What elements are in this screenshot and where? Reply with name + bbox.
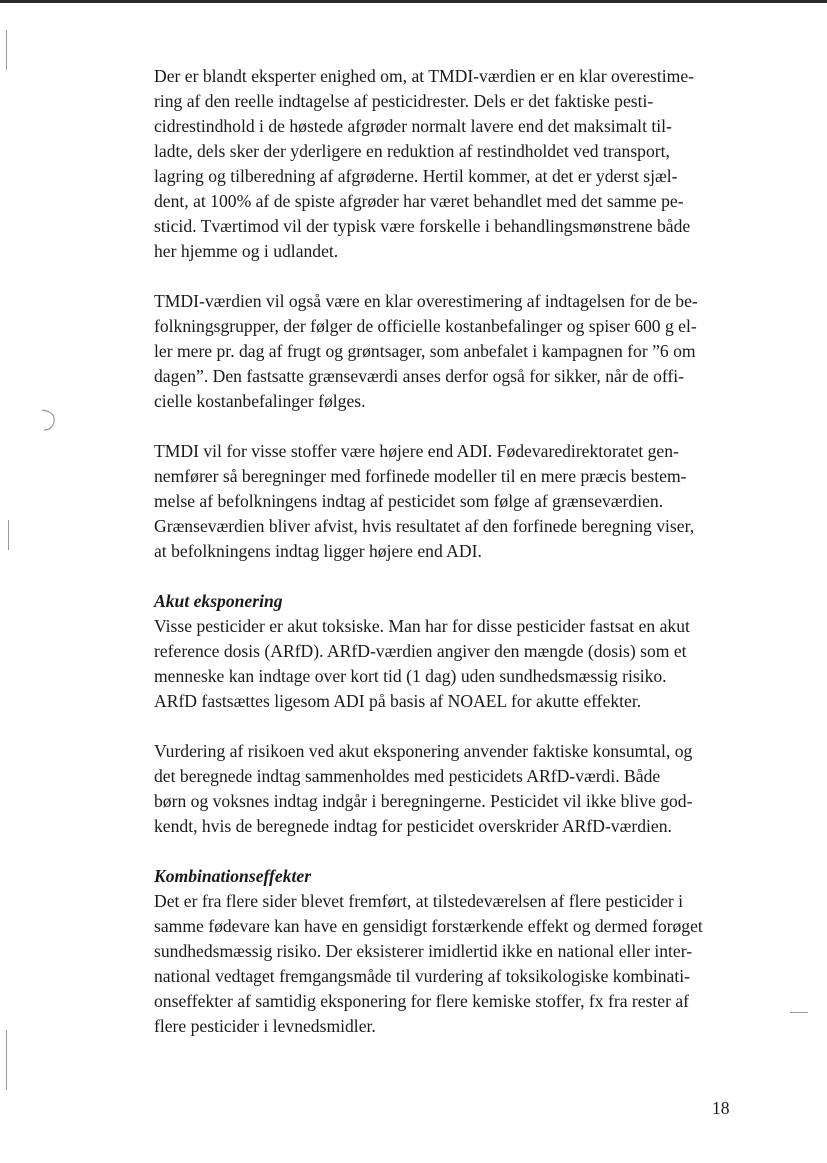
section-heading-combination-effects: Kombinationseffekter (154, 866, 312, 886)
text-line: reference dosis (ARfD). ARfD-værdien angiver den mængde (dosis) som et (154, 641, 687, 661)
section-heading-acute-exposure: Akut eksponering (154, 591, 283, 611)
paragraph-spacer (154, 839, 739, 864)
text-line: Vurdering af risikoen ved akut eksponering anvender faktiske konsumtal, og (154, 741, 693, 761)
text-line: national vedtaget fremgangsmåde til vurdering af toksikologiske kombinati- (154, 966, 690, 986)
text-line: lagring og tilberedning af afgrøderne. Hertil kommer, at det er yderst sjæl- (154, 166, 678, 186)
text-line: cidrestindhold i de høstede afgrøder normalt lavere end det maksimalt til- (154, 116, 672, 136)
scan-left-edge-mark (8, 520, 9, 550)
text-line: folkningsgrupper, der følger de officielle kostanbefalinger og spiser 600 g el- (154, 316, 697, 336)
text-line: menneske kan indtage over kort tid (1 dag) uden sundhedsmæssig risiko. (154, 666, 667, 686)
text-line: ring af den reelle indtagelse af pesticidrester. Dels er det faktiske pesti- (154, 91, 654, 111)
document-page (154, 64, 739, 1039)
text-line: TMDI-værdien vil også være en klar overestimering af indtagelsen for de be- (154, 291, 698, 311)
paragraph-acute-toxic (154, 614, 739, 714)
text-line: Grænseværdien bliver afvist, hvis resultatet af den forfinede beregning viser, (154, 516, 695, 536)
text-line: ARfD fastsættes ligesom ADI på basis af NOAEL for akutte effekter. (154, 691, 642, 711)
text-line: Der er blandt eksperter enighed om, at TMDI-værdien er en klar overestime- (154, 66, 694, 86)
text-line: melse af befolkningens indtag af pesticidet som følge af grænseværdien. (154, 491, 664, 511)
text-line: ladte, dels sker der yderligere en reduktion af restindholdet ved transport, (154, 141, 670, 161)
text-line: samme fødevare kan have en gensidigt forstærkende effekt og dermed forøget (154, 916, 703, 936)
text-line: Visse pesticider er akut toksiske. Man har for disse pesticider fastsat en akut (154, 616, 690, 636)
text-line: sticid. Tværtimod vil der typisk være forskelle i behandlingsmønstrene både (154, 216, 691, 236)
scan-left-edge-mark (6, 30, 7, 70)
paragraph-acute-risk-assessment (154, 739, 739, 839)
paragraph-spacer (154, 414, 739, 439)
paragraph-spacer (154, 264, 739, 289)
text-line: ler mere pr. dag af frugt og grøntsager, som anbefalet i kampagnen for ”6 om (154, 341, 696, 361)
text-line: TMDI vil for visse stoffer være højere end ADI. Fødevaredirektoratet gen- (154, 441, 679, 461)
scan-left-edge-mark (6, 1030, 7, 1090)
paragraph-population-groups (154, 289, 739, 414)
paragraph-spacer (154, 714, 739, 739)
paragraph-tmdi-above-adi (154, 439, 739, 564)
text-line: børn og voksnes indtag indgår i beregningerne. Pesticidet vil ikke blive god- (154, 791, 693, 811)
text-line: sundhedsmæssig risiko. Der eksisterer imidlertid ikke en national eller inter- (154, 941, 693, 961)
scan-top-border (0, 0, 827, 3)
text-line: onseffekter af samtidig eksponering for flere kemiske stoffer, fx fra rester af (154, 991, 690, 1011)
paragraph-combination-effects (154, 889, 739, 1039)
text-line: Det er fra flere sider blevet fremført, at tilstedeværelsen af flere pesticider i (154, 891, 684, 911)
scan-right-edge-mark (790, 1012, 808, 1013)
text-line: at befolkningens indtag ligger højere end ADI. (154, 541, 482, 561)
text-line: dagen”. Den fastsatte grænseværdi anses derfor også for sikker, når de offi- (154, 366, 685, 386)
text-line: dent, at 100% af de spiste afgrøder har været behandlet med det samme pe- (154, 191, 684, 211)
text-line: det beregnede indtag sammenholdes med pesticidets ARfD-værdi. Både (154, 766, 661, 786)
page-number: 18 (712, 1098, 730, 1118)
text-line: cielle kostanbefalinger følges. (154, 391, 366, 411)
text-line: nemfører så beregninger med forfinede modeller til en mere præcis bestem- (154, 466, 687, 486)
text-line: kendt, hvis de beregnede indtag for pesticidet overskrider ARfD-værdien. (154, 816, 672, 836)
text-line: flere pesticider i levnedsmidler. (154, 1016, 376, 1036)
paragraph-tmdi-overestimation (154, 64, 739, 264)
paragraph-spacer (154, 564, 739, 589)
scan-bracket-mark (38, 408, 60, 432)
text-line: her hjemme og i udlandet. (154, 241, 339, 261)
